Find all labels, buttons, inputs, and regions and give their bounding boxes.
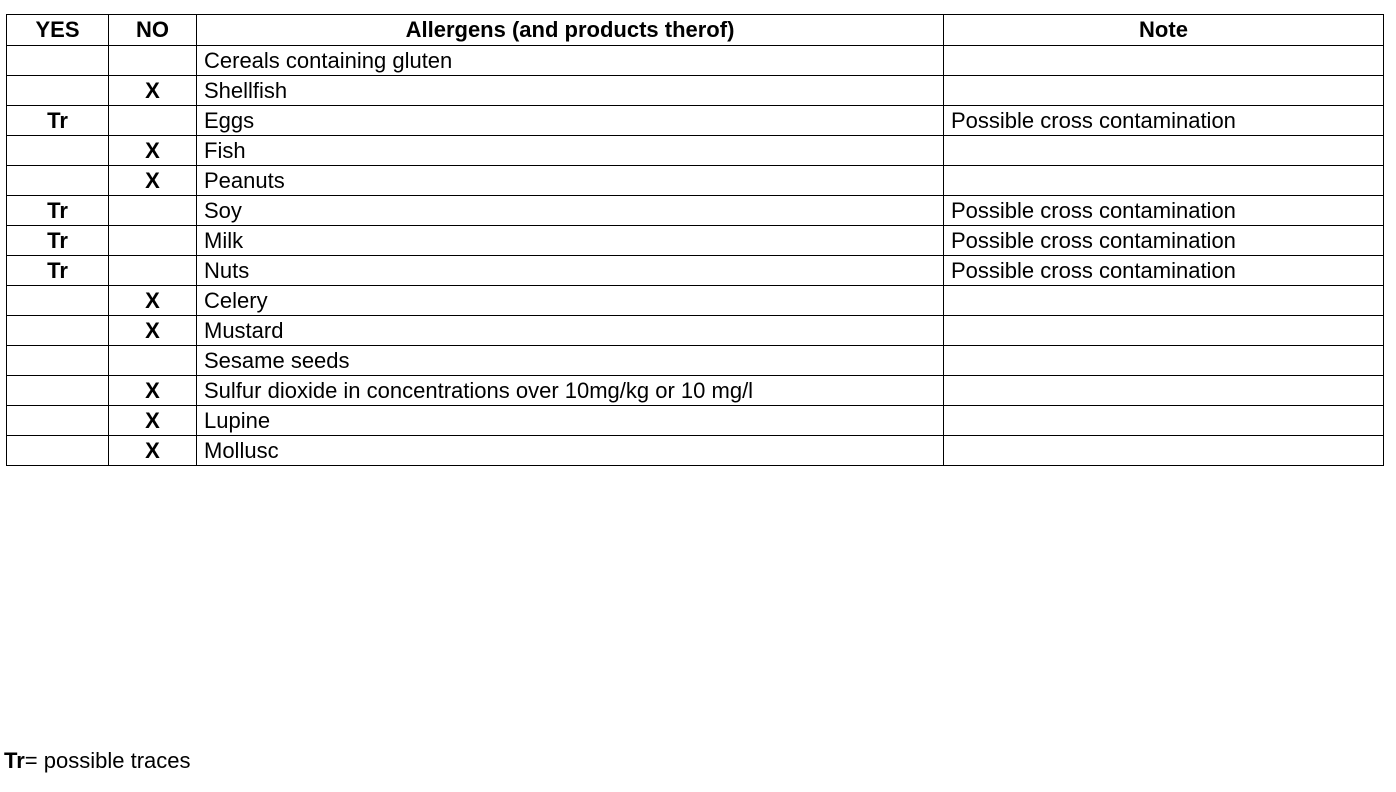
- note-cell: Possible cross contamination: [944, 196, 1384, 226]
- note-cell: [944, 76, 1384, 106]
- allergen-cell: Mustard: [197, 316, 944, 346]
- no-cell: [109, 256, 197, 286]
- header-yes: YES: [7, 15, 109, 46]
- legend-key: Tr: [4, 748, 25, 773]
- yes-cell: [7, 406, 109, 436]
- legend: [4, 747, 191, 775]
- no-cell: X: [109, 436, 197, 466]
- no-cell: X: [109, 376, 197, 406]
- note-cell: Possible cross contamination: [944, 106, 1384, 136]
- legend-text: = possible traces: [24, 748, 191, 773]
- header-no: NO: [109, 15, 197, 46]
- yes-cell: [7, 46, 109, 76]
- table-row: [7, 166, 1384, 196]
- no-cell: [109, 106, 197, 136]
- allergen-cell: Nuts: [197, 256, 944, 286]
- table-row: [7, 196, 1384, 226]
- yes-cell: [7, 166, 109, 196]
- table-row: [7, 106, 1384, 136]
- no-cell: X: [109, 316, 197, 346]
- table-header-row: [7, 15, 1384, 46]
- no-cell: X: [109, 286, 197, 316]
- no-cell: [109, 346, 197, 376]
- yes-cell: [7, 136, 109, 166]
- note-cell: Possible cross contamination: [944, 256, 1384, 286]
- allergen-cell: Soy: [197, 196, 944, 226]
- table-row: [7, 376, 1384, 406]
- note-cell: [944, 436, 1384, 466]
- no-cell: X: [109, 166, 197, 196]
- yes-cell: Tr: [7, 256, 109, 286]
- table-row: [7, 76, 1384, 106]
- table-row: [7, 136, 1384, 166]
- no-cell: X: [109, 76, 197, 106]
- table-row: [7, 256, 1384, 286]
- note-cell: [944, 346, 1384, 376]
- table-row: [7, 316, 1384, 346]
- header-allergen: Allergens (and products therof): [197, 15, 944, 46]
- allergen-cell: Cereals containing gluten: [197, 46, 944, 76]
- note-cell: [944, 136, 1384, 166]
- note-cell: [944, 406, 1384, 436]
- allergen-cell: Fish: [197, 136, 944, 166]
- no-cell: [109, 46, 197, 76]
- table-body: [7, 46, 1384, 466]
- yes-cell: [7, 316, 109, 346]
- note-cell: Possible cross contamination: [944, 226, 1384, 256]
- allergen-cell: Milk: [197, 226, 944, 256]
- table-row: [7, 286, 1384, 316]
- allergen-cell: Mollusc: [197, 436, 944, 466]
- yes-cell: [7, 346, 109, 376]
- allergen-cell: Lupine: [197, 406, 944, 436]
- no-cell: X: [109, 136, 197, 166]
- allergen-cell: Celery: [197, 286, 944, 316]
- yes-cell: [7, 436, 109, 466]
- table-row: [7, 406, 1384, 436]
- allergen-cell: Shellfish: [197, 76, 944, 106]
- yes-cell: Tr: [7, 196, 109, 226]
- no-cell: [109, 196, 197, 226]
- allergen-cell: Eggs: [197, 106, 944, 136]
- header-note: Note: [944, 15, 1384, 46]
- allergen-cell: Sesame seeds: [197, 346, 944, 376]
- allergen-cell: Peanuts: [197, 166, 944, 196]
- note-cell: [944, 316, 1384, 346]
- yes-cell: [7, 286, 109, 316]
- note-cell: [944, 286, 1384, 316]
- note-cell: [944, 376, 1384, 406]
- note-cell: [944, 166, 1384, 196]
- yes-cell: Tr: [7, 226, 109, 256]
- allergen-table: [6, 14, 1384, 466]
- table-row: [7, 346, 1384, 376]
- no-cell: [109, 226, 197, 256]
- table-row: [7, 436, 1384, 466]
- table-row: [7, 226, 1384, 256]
- note-cell: [944, 46, 1384, 76]
- yes-cell: [7, 76, 109, 106]
- table-row: [7, 46, 1384, 76]
- no-cell: X: [109, 406, 197, 436]
- yes-cell: Tr: [7, 106, 109, 136]
- yes-cell: [7, 376, 109, 406]
- allergen-cell: Sulfur dioxide in concentrations over 10mg/kg or 10 mg/l: [197, 376, 944, 406]
